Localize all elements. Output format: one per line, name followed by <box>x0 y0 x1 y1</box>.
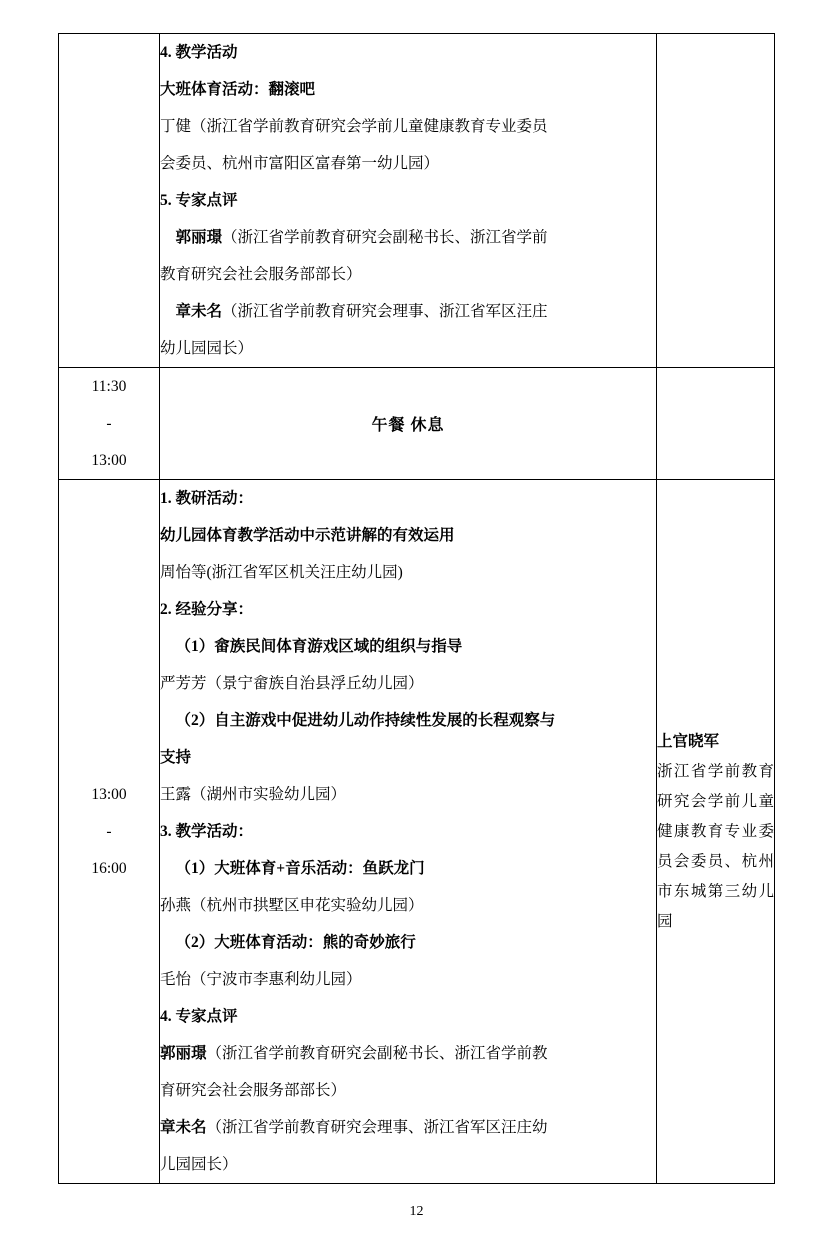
content-cell: 午餐 休息 <box>160 368 657 480</box>
host-name: 上官晓军 <box>657 732 720 750</box>
time-start: 13:00 <box>91 786 127 803</box>
content-line <box>160 1109 656 1146</box>
content-line: 周怡等(浙江省军区机关汪庄幼儿园) <box>160 564 403 581</box>
schedule-table <box>58 33 775 1184</box>
time-dash: - <box>106 415 112 432</box>
table-row <box>59 34 775 368</box>
content-line: （2）大班体育活动：熊的奇妙旅行 <box>175 934 416 951</box>
time-dash: - <box>106 823 112 840</box>
content-line: 支持 <box>160 749 192 766</box>
time-end: 16:00 <box>91 860 127 877</box>
content-line <box>160 219 656 256</box>
speaker-affiliation: （浙江省学前教育研究会副秘书长、浙江省学前 <box>222 229 548 246</box>
content-line: 教育研究会社会服务部部长） <box>160 266 362 283</box>
host-cell <box>657 368 775 480</box>
content-line: 幼儿园园长） <box>160 340 254 357</box>
table-row <box>59 480 775 1184</box>
content-line: 严芳芳（景宁畲族自治县浮丘幼儿园） <box>160 675 424 692</box>
content-line: 丁健（浙江省学前教育研究会学前儿童健康教育专业委员 <box>160 118 548 135</box>
speaker-name: 郭丽璟 <box>160 1045 207 1062</box>
speaker-affiliation: （浙江省学前教育研究会理事、浙江省军区汪庄 <box>222 303 548 320</box>
content-cell <box>160 480 657 1184</box>
time-cell <box>59 480 160 1184</box>
speaker-name: 章未名 <box>175 303 223 320</box>
content-line: 2. 经验分享： <box>160 601 254 618</box>
content-line: （1）畲族民间体育游戏区域的组织与指导 <box>175 638 463 655</box>
speaker-name: 郭丽璟 <box>175 229 223 246</box>
time-end: 13:00 <box>91 452 127 469</box>
content-line: 育研究会社会服务部部长） <box>160 1082 347 1099</box>
content-line: 会委员、杭州市富阳区富春第一幼儿园） <box>160 155 440 172</box>
content-line: 王露（湖州市实验幼儿园） <box>160 786 347 803</box>
speaker-affiliation: （浙江省学前教育研究会副秘书长、浙江省学前教 <box>206 1045 548 1062</box>
content-line: 3. 教学活动： <box>160 823 254 840</box>
content-line: 孙燕（杭州市拱墅区申花实验幼儿园） <box>160 897 424 914</box>
content-line: （2）自主游戏中促进幼儿动作持续性发展的长程观察与 <box>175 712 556 729</box>
page-number: 12 <box>409 1204 424 1219</box>
speaker-affiliation: （浙江省学前教育研究会理事、浙江省军区汪庄幼 <box>206 1119 548 1136</box>
time-cell <box>59 368 160 480</box>
host-description: 浙江省学前教育研究会学前儿童健康教育专业委员会委员、杭州市东城第三幼儿园 <box>657 762 774 930</box>
time-start: 11:30 <box>91 378 127 395</box>
content-line: 1. 教研活动： <box>160 490 254 507</box>
content-cell <box>160 34 657 368</box>
host-cell <box>657 480 775 1184</box>
content-line: 幼儿园体育教学活动中示范讲解的有效运用 <box>160 527 455 544</box>
content-line: 4. 教学活动 <box>160 44 238 61</box>
host-cell <box>657 34 775 368</box>
content-line: 大班体育活动：翻滚吧 <box>160 81 316 98</box>
time-cell <box>59 34 160 368</box>
content-line: 4. 专家点评 <box>160 1008 238 1025</box>
content-line <box>160 293 656 330</box>
content-line: 毛怡（宁波市李惠利幼儿园） <box>160 971 362 988</box>
speaker-name: 章未名 <box>160 1119 207 1136</box>
content-line: （1）大班体育+音乐活动：鱼跃龙门 <box>175 860 425 877</box>
content-line: 儿园园长） <box>160 1156 238 1173</box>
content-line <box>160 1035 656 1072</box>
document-page <box>0 33 833 1255</box>
table-row <box>59 368 775 480</box>
content-line: 5. 专家点评 <box>160 192 238 209</box>
